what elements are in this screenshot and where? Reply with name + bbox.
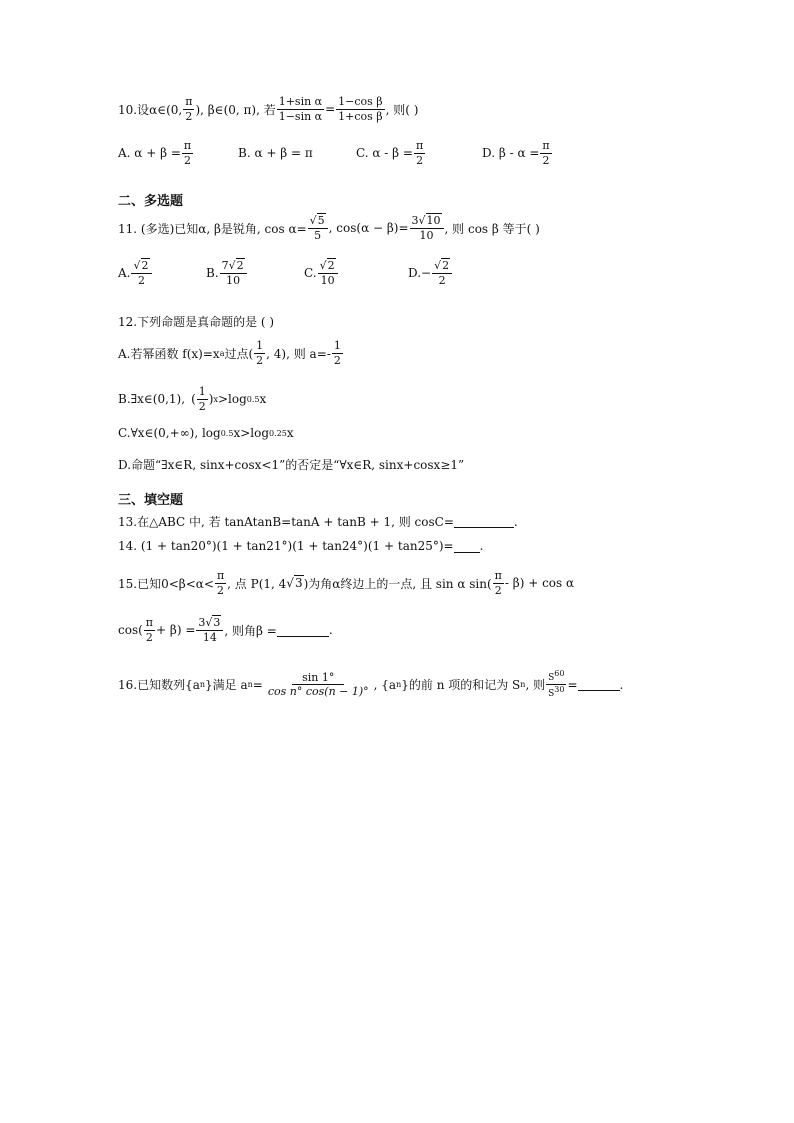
q12-option-c[interactable]: C.∀x∈(0,+∞), log 0.5 x>log 0.25 x	[118, 426, 294, 440]
question-15-line-2: cos( $\frac{\pi}{2}$ + β) = $\frac{3√3}{14}$ , 则角β = .	[118, 616, 333, 644]
answer-blank[interactable]	[454, 515, 514, 528]
q12-option-d[interactable]: D.命题“∃x∈R, sinx+cosx<1”的否定是“∀x∈R, sinx+cosx≥1”	[118, 458, 465, 472]
q10-suffix: , 则( )	[385, 102, 419, 117]
option-a[interactable]: A. α + β = $\frac{\pi}{2}$	[118, 139, 192, 167]
q10-prefix: 10.设α∈(0,	[118, 102, 183, 117]
section-heading-fill-in: 三、填空题	[118, 493, 184, 508]
question-11	[118, 215, 540, 241]
question-11-options	[118, 260, 453, 286]
q11-suffix: , 则 cos β 等于( )	[444, 221, 540, 236]
option-c[interactable]: C. α - β = $\frac{\pi}{2}$	[356, 139, 424, 167]
pi-over-2-fraction: $\frac{\pi}{2}$	[185, 95, 193, 123]
option-d[interactable]: D. − $\frac{√2}{2}$	[408, 260, 453, 286]
option-b[interactable]: B. α + β = π	[238, 146, 313, 161]
answer-blank[interactable]	[454, 540, 480, 553]
answer-blank[interactable]	[277, 624, 329, 637]
question-10-options	[118, 140, 553, 166]
q10-mid: ), β∈(0, π), 若	[195, 102, 276, 117]
question-13: 13.在△ABC 中, 若 tanAtanB=tanA + tanB + 1, 则 cosC= .	[118, 514, 518, 529]
q12-option-b[interactable]: B.∃x∈(0,1), ( $\frac{1}{2}$ ) x >log 0.5 x	[118, 385, 267, 413]
rhs-fraction: $\frac{\text{1−cos β}}{\text{1+cos β}}$	[338, 95, 383, 123]
section-heading-multiple-choice: 二、多选题	[118, 194, 184, 209]
option-b[interactable]: B. $\frac{7√2}{10}$	[206, 260, 304, 286]
3sqrt10-over-10: $\frac{3√10}{10}$	[410, 215, 444, 241]
q12-option-a[interactable]: A.若幂函数 f(x)=x a 过点( $\frac{1}{2}$ , 4), 则 a=- $\frac{1}{2}$	[118, 339, 341, 367]
option-d[interactable]: D. β - α = $\frac{\pi}{2}$	[482, 139, 550, 167]
lhs-fraction: $\frac{\text{1+sin α}}{\text{1−sin α}}$	[278, 95, 323, 123]
question-15: 15.已知0<β<α< $\frac{\pi}{2}$ , 点 P(1, 4 √ 3 )为角α终边上的一点, 且 sin α sin( $\frac{\pi}{2}$ - β) + cos α	[118, 569, 575, 597]
question-10	[118, 96, 418, 122]
equals-sign: =	[325, 102, 336, 117]
answer-blank[interactable]	[578, 678, 620, 691]
question-14: 14. (1 + tan20°)(1 + tan21°)(1 + tan24°)(1 + tan25°)= .	[118, 539, 484, 553]
question-12: 12.下列命题是真命题的是 ( )	[118, 315, 275, 329]
sqrt5-over-5: $\frac{√5}{5}$	[308, 215, 328, 241]
option-c[interactable]: C. $\frac{√2}{10}$	[304, 260, 408, 286]
q11-mid: , cos(α − β)=	[328, 221, 409, 236]
question-16: 16.已知数列{a n }满足 a n = $\frac{\sin 1^\circ}{\text{cos n° cos(n − 1)°}}$ , {a n }的前 n 项的和记为 S n , 则 $\frac{S^{60}}{S^{30}}$ = .	[118, 669, 624, 700]
option-a[interactable]: A. $\frac{√2}{2}$	[118, 260, 206, 286]
q11-prefix: 11. (多选)已知α, β是锐角, cos α=	[118, 221, 307, 236]
